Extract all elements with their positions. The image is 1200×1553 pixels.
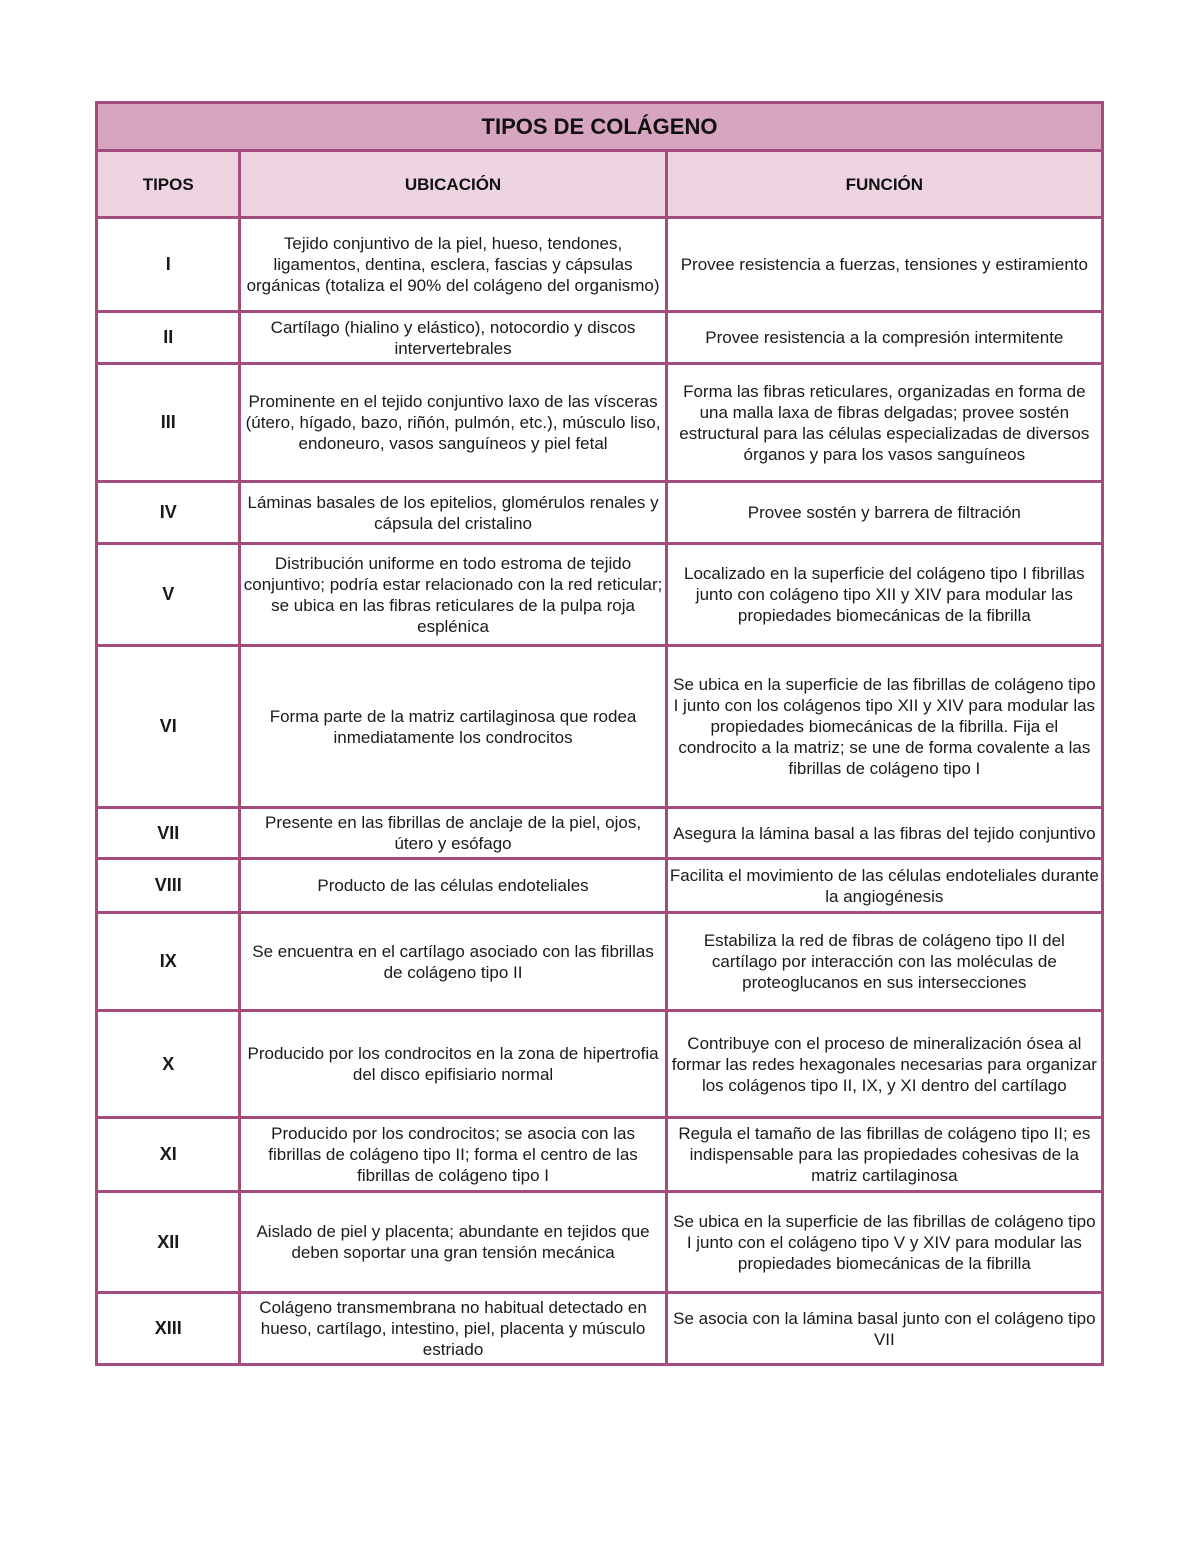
table-header-row xyxy=(97,151,1103,218)
location-cell: Producido por los condrocitos en la zona de hipertrofia del disco epifisiario normal xyxy=(240,1011,666,1118)
type-cell: XII xyxy=(97,1192,240,1293)
type-cell: XIII xyxy=(97,1293,240,1365)
location-cell: Tejido conjuntivo de la piel, hueso, tendones, ligamentos, dentina, esclera, fascias y cápsulas orgánicas (totaliza el 90% del colágeno del organismo) xyxy=(240,218,666,312)
table-row xyxy=(97,544,1103,646)
table-row xyxy=(97,859,1103,913)
function-cell: Asegura la lámina basal a las fibras del tejido conjuntivo xyxy=(666,808,1102,859)
location-cell: Colágeno transmembrana no habitual detectado en hueso, cartílago, intestino, piel, placenta y músculo estriado xyxy=(240,1293,666,1365)
table-title: TIPOS DE COLÁGENO xyxy=(97,103,1103,151)
type-cell: I xyxy=(97,218,240,312)
function-cell: Provee resistencia a fuerzas, tensiones y estiramiento xyxy=(666,218,1102,312)
table-title-row xyxy=(97,103,1103,151)
function-cell: Regula el tamaño de las fibrillas de colágeno tipo II; es indispensable para las propiedades cohesivas de la matriz cartilaginosa xyxy=(666,1118,1102,1192)
location-cell: Aislado de piel y placenta; abundante en tejidos que deben soportar una gran tensión mecánica xyxy=(240,1192,666,1293)
location-cell: Láminas basales de los epitelios, glomérulos renales y cápsula del cristalino xyxy=(240,482,666,544)
type-cell: X xyxy=(97,1011,240,1118)
type-cell: IV xyxy=(97,482,240,544)
function-cell: Contribuye con el proceso de mineralización ósea al formar las redes hexagonales necesarias para organizar los colágenos tipo II, IX, y XI dentro del cartílago xyxy=(666,1011,1102,1118)
location-cell: Forma parte de la matriz cartilaginosa que rodea inmediatamente los condrocitos xyxy=(240,646,666,808)
location-cell: Cartílago (hialino y elástico), notocordio y discos intervertebrales xyxy=(240,312,666,364)
table-row xyxy=(97,218,1103,312)
location-cell: Distribución uniforme en todo estroma de tejido conjuntivo; podría estar relacionado con la red reticular; se ubica en las fibras reticulares de la pulpa roja esplénica xyxy=(240,544,666,646)
type-cell: V xyxy=(97,544,240,646)
table-body xyxy=(97,218,1103,1365)
type-cell: III xyxy=(97,364,240,482)
table-row xyxy=(97,808,1103,859)
table-row xyxy=(97,1192,1103,1293)
function-cell: Se ubica en la superficie de las fibrillas de colágeno tipo I junto con el colágeno tipo V y XIV para modular las propiedades biomecánicas de la fibrilla xyxy=(666,1192,1102,1293)
type-cell: VI xyxy=(97,646,240,808)
location-cell: Producido por los condrocitos; se asocia con las fibrillas de colágeno tipo II; forma el centro de las fibrillas de colágeno tipo I xyxy=(240,1118,666,1192)
function-cell: Forma las fibras reticulares, organizadas en forma de una malla laxa de fibras delgadas; provee sostén estructural para las células especializadas de diversos órganos y para los vasos sanguíneos xyxy=(666,364,1102,482)
table-row xyxy=(97,646,1103,808)
collagen-types-table xyxy=(95,101,1104,1366)
location-cell: Presente en las fibrillas de anclaje de la piel, ojos, útero y esófago xyxy=(240,808,666,859)
function-cell: Localizado en la superficie del colágeno tipo I fibrillas junto con colágeno tipo XII y XIV para modular las propiedades biomecánicas de la fibrilla xyxy=(666,544,1102,646)
type-cell: VIII xyxy=(97,859,240,913)
location-cell: Producto de las células endoteliales xyxy=(240,859,666,913)
header-ubicacion: UBICACIÓN xyxy=(240,151,666,218)
table-row xyxy=(97,913,1103,1011)
function-cell: Estabiliza la red de fibras de colágeno tipo II del cartílago por interacción con las moléculas de proteoglucanos en sus intersecciones xyxy=(666,913,1102,1011)
table-row xyxy=(97,312,1103,364)
function-cell: Provee resistencia a la compresión intermitente xyxy=(666,312,1102,364)
location-cell: Prominente en el tejido conjuntivo laxo de las vísceras (útero, hígado, bazo, riñón, pulmón, etc.), músculo liso, endoneuro, vasos sanguíneos y piel fetal xyxy=(240,364,666,482)
table-row xyxy=(97,482,1103,544)
table-row xyxy=(97,1293,1103,1365)
function-cell: Se asocia con la lámina basal junto con el colágeno tipo VII xyxy=(666,1293,1102,1365)
type-cell: VII xyxy=(97,808,240,859)
function-cell: Provee sostén y barrera de filtración xyxy=(666,482,1102,544)
header-funcion: FUNCIÓN xyxy=(666,151,1102,218)
type-cell: II xyxy=(97,312,240,364)
location-cell: Se encuentra en el cartílago asociado con las fibrillas de colágeno tipo II xyxy=(240,913,666,1011)
type-cell: XI xyxy=(97,1118,240,1192)
type-cell: IX xyxy=(97,913,240,1011)
header-tipos: TIPOS xyxy=(97,151,240,218)
table-row xyxy=(97,364,1103,482)
table-row xyxy=(97,1011,1103,1118)
function-cell: Se ubica en la superficie de las fibrillas de colágeno tipo I junto con los colágenos tipo XII y XIV para modular las propiedades biomecánicas de la fibrilla. Fija el condrocito a la matriz; se une de forma covalente a las fibrillas de colágeno tipo I xyxy=(666,646,1102,808)
function-cell: Facilita el movimiento de las células endoteliales durante la angiogénesis xyxy=(666,859,1102,913)
table-row xyxy=(97,1118,1103,1192)
